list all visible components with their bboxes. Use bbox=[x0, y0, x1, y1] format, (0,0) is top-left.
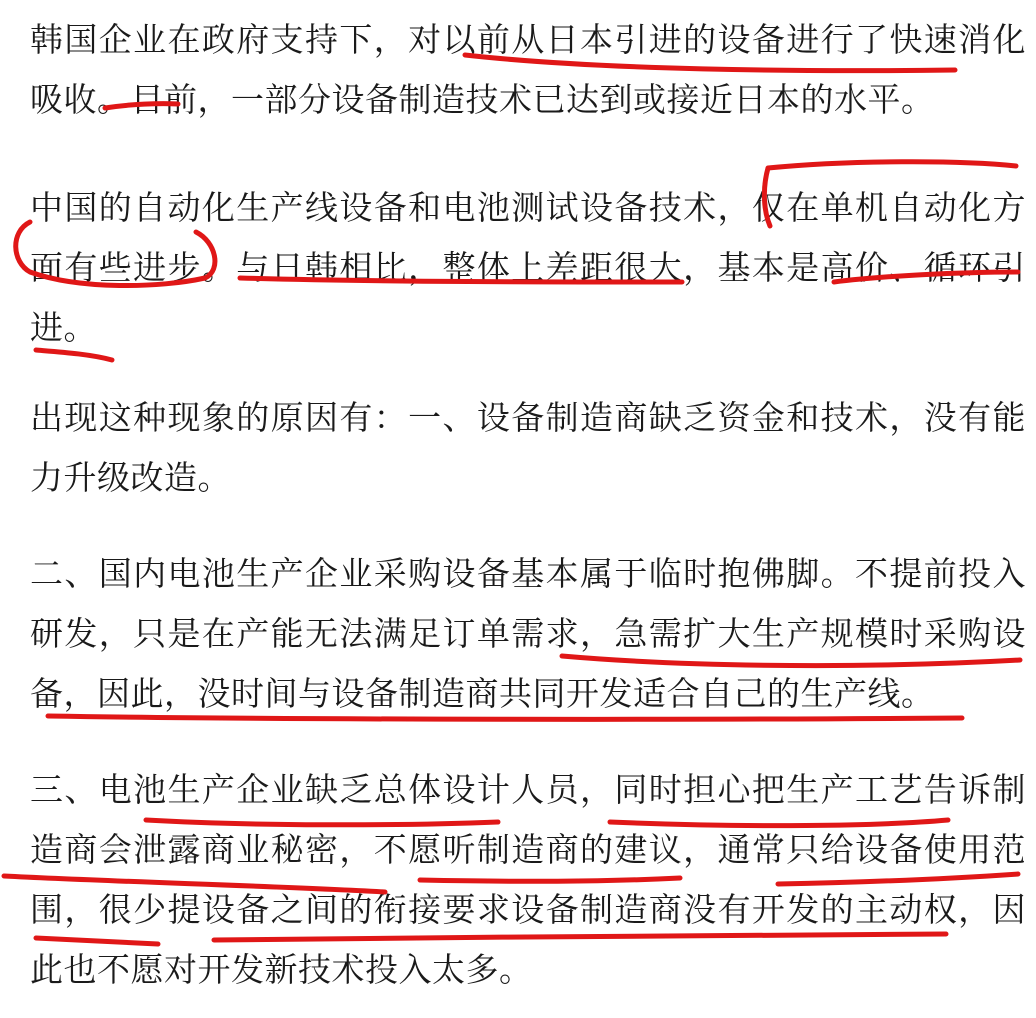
paragraph-reason-three: 三、电池生产企业缺乏总体设计人员，同时担心把生产工艺告诉制造商会泄露商业秘密，不愿听制造商的建议，通常只给设备使用范围，很少提设备之间的衔接要求设备制造商没有开发的主动权，因此也不愿对开发新技术投入太多。 bbox=[30, 770, 1026, 989]
paragraph-china-equipment: 中国的自动化生产线设备和电池测试设备技术，仅在单机自动化方面有些进步。与日韩相比，整体上差距很大，基本是高价、循环引进。 bbox=[30, 188, 1026, 347]
paragraph-korea-equipment: 韩国企业在政府支持下，对以前从日本引进的设备进行了快速消化吸收。目前，一部分设备制造技术已达到或接近日本的水平。 bbox=[30, 20, 1026, 119]
paragraph-reason-one: 出现这种现象的原因有：一、设备制造商缺乏资金和技术，没有能力升级改造。 bbox=[30, 398, 1026, 497]
article-body bbox=[30, 10, 1026, 1000]
paragraph-reason-two: 二、国内电池生产企业采购设备基本属于临时抱佛脚。不提前投入研发，只是在产能无法满足订单需求，急需扩大生产规模时采购设备，因此，没时间与设备制造商共同开发适合自己的生产线。 bbox=[30, 554, 1026, 713]
